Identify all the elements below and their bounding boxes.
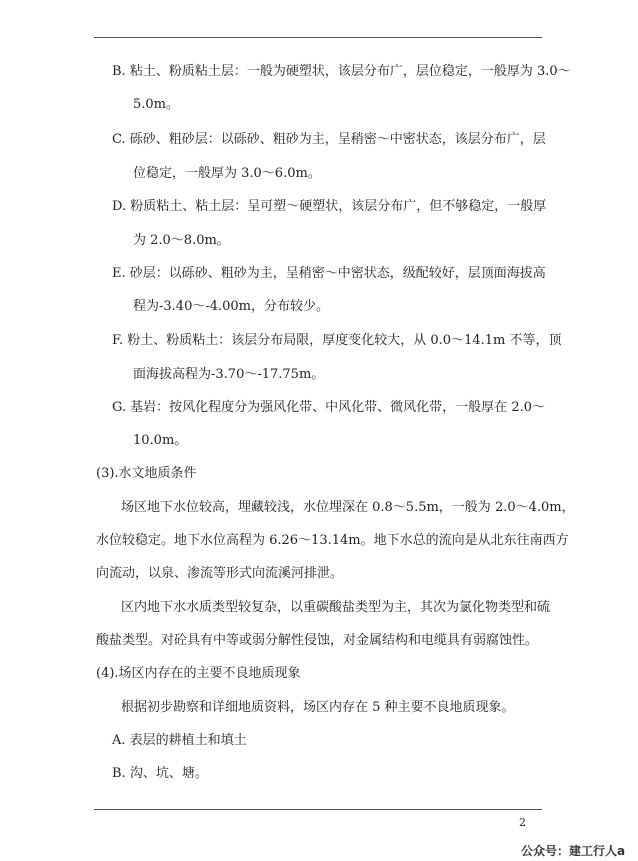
text-line: 面海拔高程为-3.70～-17.75m。 (133, 367, 325, 382)
text-line: 程为-3.40～-4.00m，分布较少。 (133, 299, 330, 314)
text-line: G. 基岩：按风化程度分为强风化带、中风化带、微风化带，一般厚在 2.0～ (112, 400, 545, 415)
text-line: 酸盐类型。对砼具有中等或弱分解性侵蚀，对金属结构和电缆具有弱腐蚀性。 (96, 633, 539, 648)
text-line: E. 砂层：以砾砂、粗砂为主，呈稍密～中密状态，级配较好，层顶面海拔高 (112, 266, 546, 281)
header-rule (94, 37, 542, 38)
text-line: A. 表层的耕植土和填土 (112, 733, 247, 748)
footer-rule (94, 809, 542, 810)
text-line: C. 砾砂、粗砂层：以砾砂、粗砂为主，呈稍密～中密状态，该层分布广，层 (112, 132, 546, 147)
text-line: 水位较稳定。地下水位高程为 6.26～13.14m。地下水总的流向是从北东往南西方 (96, 533, 569, 548)
text-line: F. 粉土、粉质粘土：该层分布局限，厚度变化较大，从 0.0～14.1m 不等，顶 (112, 333, 562, 348)
watermark: 公众号：建工行人a (521, 844, 626, 858)
text-line: 10.0m。 (133, 433, 188, 448)
text-line: 为 2.0～8.0m。 (133, 233, 230, 248)
text-line: 向流动，以泉、渗流等形式向流溪河排泄。 (96, 566, 344, 581)
text-line: 5.0m。 (133, 97, 180, 112)
section-heading: (3).水文地质条件 (96, 466, 197, 481)
text-line: D. 粉质粘土、粘土层：呈可塑～硬塑状，该层分布广，但不够稳定，一般厚 (112, 199, 547, 214)
page-number: 2 (519, 816, 526, 829)
section-heading: (4).场区内存在的主要不良地质现象 (96, 666, 301, 681)
text-line: 场区地下水位较高，埋藏较浅，水位埋深在 0.8～5.5m，一般为 2.0～4.0m， (121, 500, 575, 515)
text-line: 区内地下水水质类型较复杂，以重碳酸盐类型为主，其次为氯化物类型和硫 (121, 600, 551, 615)
text-line: 根据初步勘察和详细地质资料，场区内存在 5 种主要不良地质现象。 (121, 700, 515, 715)
text-line: 位稳定，一般厚为 3.0～6.0m。 (133, 166, 321, 181)
text-line: B. 粘土、粉质粘土层：一般为硬塑状，该层分布广，层位稳定，一般厚为 3.0～ (112, 64, 571, 79)
text-line: B. 沟、坑、塘。 (112, 766, 208, 781)
